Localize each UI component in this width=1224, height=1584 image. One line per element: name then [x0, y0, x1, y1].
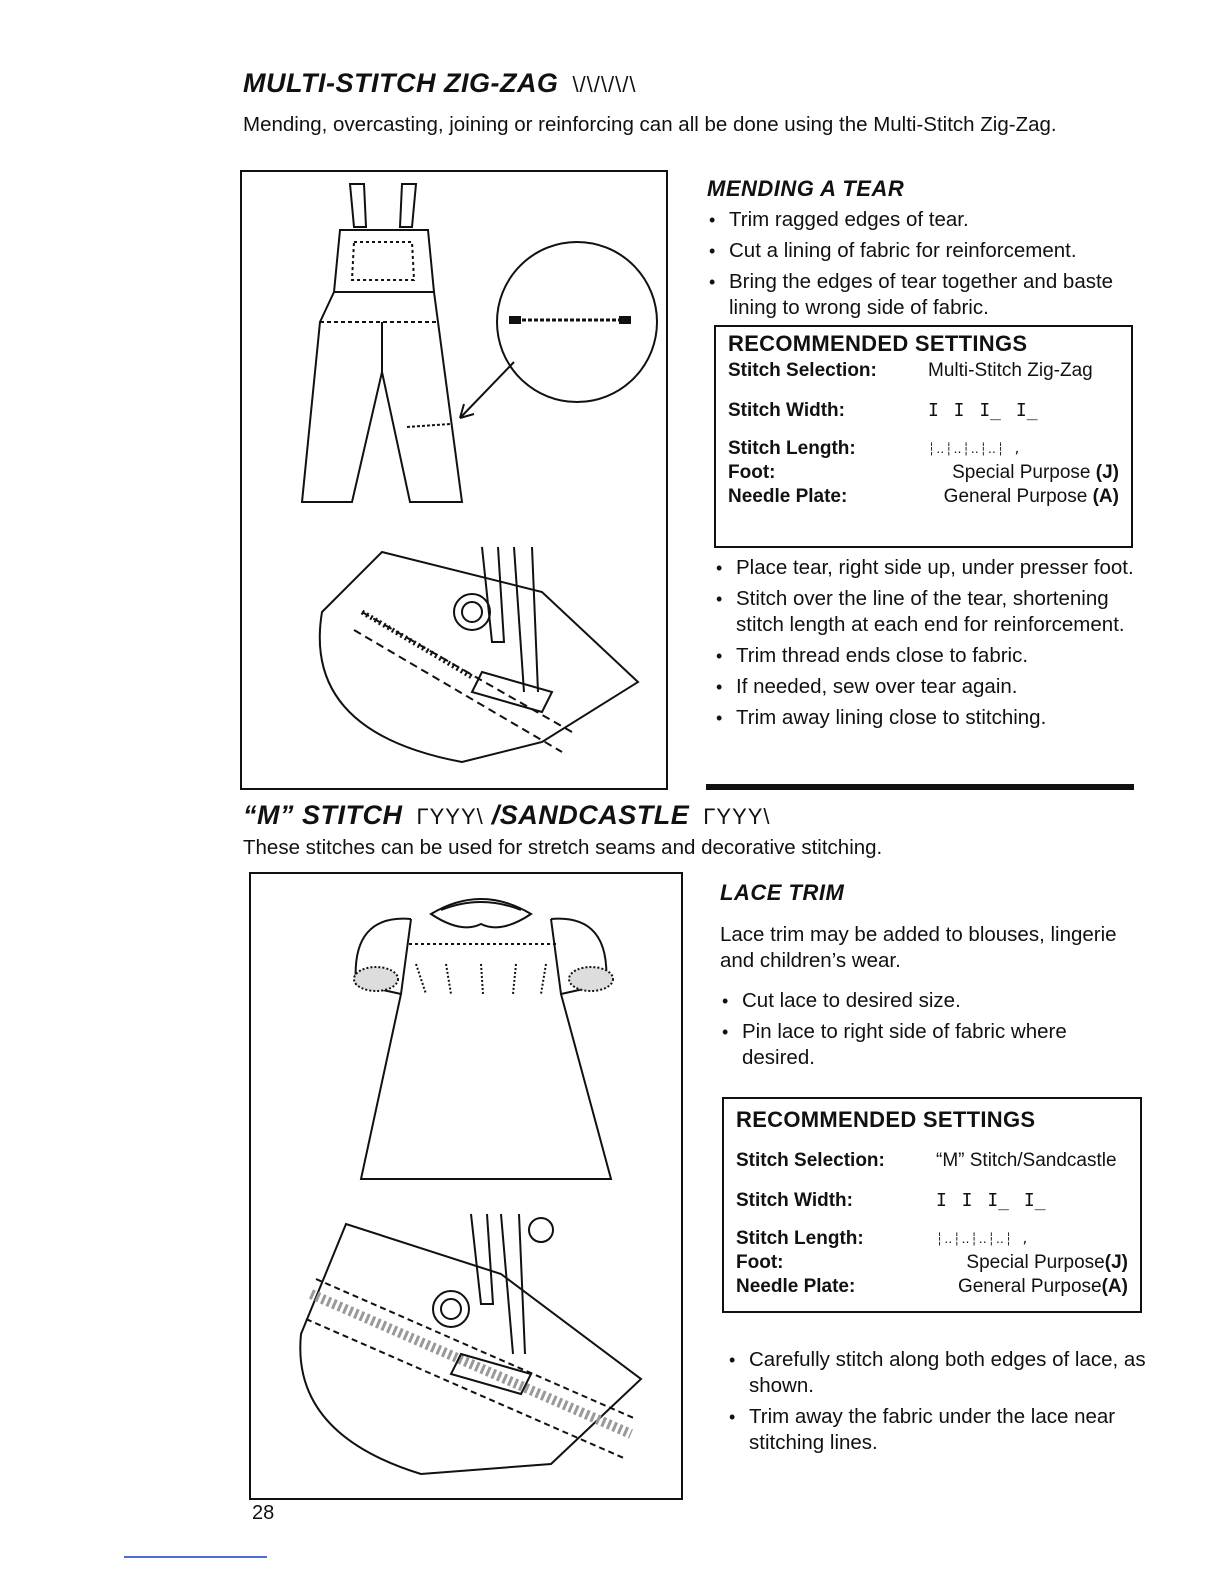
settings-label: Stitch Width:: [728, 400, 845, 421]
settings-row-foot: [728, 461, 1119, 485]
list-item: • Place tear, right side up, under presser foot.: [714, 555, 1139, 581]
list-item: • Trim away lining close to stitching.: [714, 705, 1139, 731]
settings-value: [936, 1251, 1128, 1275]
zigzag-stitch-symbol: \/\/\/\/\: [572, 72, 637, 97]
plate-code: (A): [1092, 486, 1119, 507]
mending-tear-subheading: MENDING A TEAR: [707, 176, 905, 201]
settings-row-stitch-selection: [736, 1149, 1128, 1173]
list-item: • Carefully stitch along both edges of lace, as shown.: [727, 1347, 1152, 1399]
list-item: • Cut lace to desired size.: [720, 988, 1140, 1014]
settings-row-stitch-width: [736, 1189, 1128, 1213]
page-number: 28: [252, 1502, 275, 1524]
settings-label: Foot:: [736, 1252, 784, 1273]
section2-intro: These stitches can be used for stretch seams and decorative stitching.: [243, 836, 883, 859]
list-item: • Stitch over the line of the tear, shortening stitch length at each end for reinforcement.: [714, 586, 1139, 638]
section1-intro: Mending, overcasting, joining or reinforcing can all be done using the Multi-Stitch Zig-Zag.: [243, 113, 1057, 136]
settings-row-needle-plate: [736, 1275, 1128, 1299]
settings-title: RECOMMENDED SETTINGS: [736, 1107, 1036, 1132]
foot-value: Special Purpose: [952, 462, 1091, 483]
settings-label: Needle Plate:: [728, 486, 848, 507]
section2-heading: [243, 800, 771, 831]
stitch-width-gauge-icon: I I I̲ I̲: [928, 400, 1040, 421]
foot-code: (J): [1104, 1252, 1128, 1273]
settings-row-needle-plate: [728, 485, 1119, 509]
settings-title: RECOMMENDED SETTINGS: [728, 331, 1028, 356]
list-item: • Trim away the fabric under the lace near stitching lines.: [727, 1404, 1152, 1456]
list-item: • Pin lace to right side of fabric where desired.: [720, 1019, 1140, 1071]
overalls-illustration: [242, 172, 666, 788]
settings-row-foot: [736, 1251, 1128, 1275]
footer-link-underline: [124, 1556, 267, 1558]
settings-label: Needle Plate:: [736, 1276, 856, 1297]
settings-row-stitch-selection: [728, 359, 1119, 383]
settings-row-stitch-length: [736, 1227, 1128, 1251]
settings-label: Foot:: [728, 462, 776, 483]
list-item: • Cut a lining of fabric for reinforcement.: [707, 238, 1132, 264]
lace-prep-list: [720, 988, 1140, 1076]
plate-value: General Purpose: [943, 486, 1088, 507]
settings-box-1: [714, 325, 1133, 548]
list-item: • If needed, sew over tear again.: [714, 674, 1139, 700]
plate-code: (A): [1101, 1276, 1128, 1297]
foot-code: (J): [1095, 462, 1119, 483]
list-item: • Trim ragged edges of tear.: [707, 207, 1132, 233]
settings-value: [928, 461, 1119, 485]
lace-trim-description: Lace trim may be added to blouses, lingerie and children’s wear.: [720, 923, 1117, 972]
m-stitch-symbol: ΓΥΥΥ\: [416, 804, 484, 829]
settings-row-stitch-width: [728, 399, 1119, 423]
foot-value: Special Purpose: [966, 1252, 1105, 1273]
settings-value: “M” Stitch/Sandcastle: [936, 1150, 1117, 1171]
overalls-illustration-frame: [240, 170, 668, 790]
settings-label: Stitch Selection:: [736, 1150, 885, 1171]
stitch-width-gauge-icon: I I I̲ I̲: [936, 1190, 1048, 1211]
settings-value: Multi-Stitch Zig-Zag: [928, 360, 1093, 381]
settings-value: [936, 1275, 1128, 1299]
section-divider: [706, 784, 1134, 790]
section1-heading-text: MULTI-STITCH ZIG-ZAG: [243, 68, 559, 98]
settings-label: Stitch Length:: [736, 1228, 864, 1249]
stitch-length-gauge-icon: ┆‥┆‥┆‥┆‥┆ ,: [936, 1232, 1030, 1246]
list-item: • Trim thread ends close to fabric.: [714, 643, 1139, 669]
dress-illustration-frame: [249, 872, 683, 1500]
stitch-length-gauge-icon: ┆‥┆‥┆‥┆‥┆ ,: [928, 442, 1022, 456]
settings-label: Stitch Length:: [728, 438, 856, 459]
lace-trim-subheading: LACE TRIM: [720, 880, 845, 905]
section1-heading: [243, 68, 636, 99]
plate-value: General Purpose: [957, 1276, 1102, 1297]
settings-row-stitch-length: [728, 437, 1119, 461]
lace-sew-list: [727, 1347, 1152, 1461]
settings-label: Stitch Width:: [736, 1190, 853, 1211]
list-item: • Bring the edges of tear together and baste lining to wrong side of fabric.: [707, 269, 1132, 321]
mending-sew-list: [714, 555, 1139, 736]
mending-prep-list: [707, 207, 1132, 326]
section2-heading-part1: “M” STITCH: [243, 800, 403, 830]
settings-box-2: [722, 1097, 1142, 1313]
dress-illustration: [251, 874, 681, 1498]
settings-value: [928, 485, 1119, 509]
settings-label: Stitch Selection:: [728, 360, 877, 381]
section2-heading-part2: /SANDCASTLE: [491, 800, 690, 830]
sandcastle-stitch-symbol: ΓΥΥΥ\: [703, 804, 771, 829]
